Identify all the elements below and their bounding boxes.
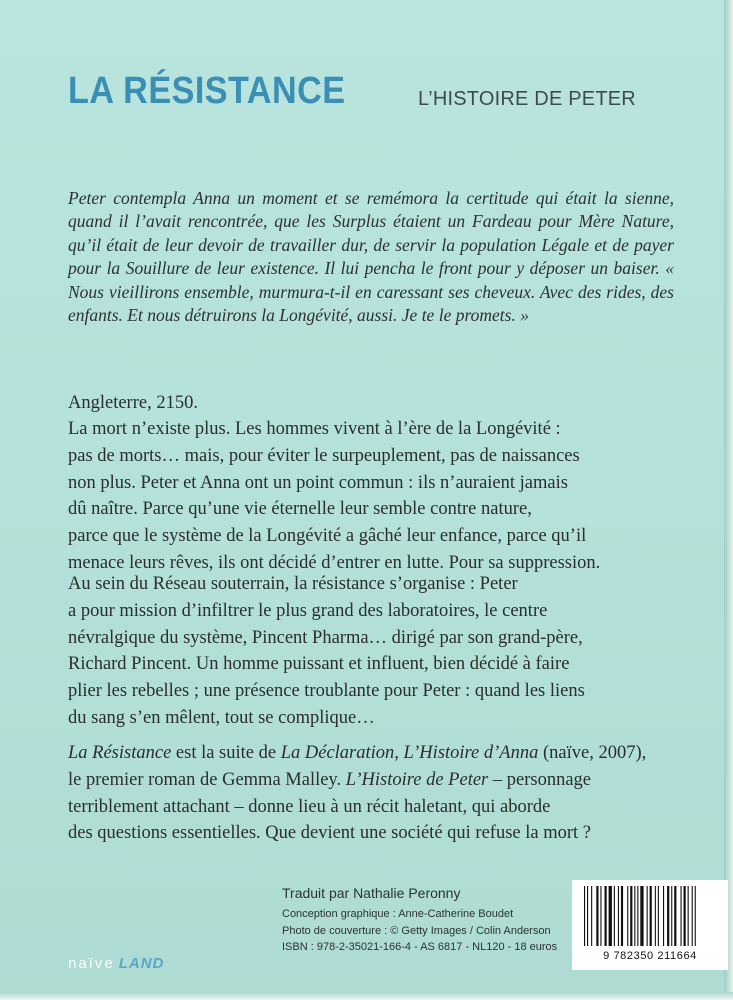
barcode-bar bbox=[634, 886, 635, 946]
barcode-bar bbox=[684, 886, 686, 946]
publisher-name: naïve bbox=[68, 955, 115, 972]
barcode-bar bbox=[609, 886, 612, 946]
barcode-bar bbox=[692, 886, 693, 946]
barcode-bar bbox=[596, 886, 598, 946]
book-subtitle: L’HISTOIRE DE PETER bbox=[418, 88, 636, 110]
design-credit: Conception graphique : Anne-Catherine Boudet bbox=[282, 908, 514, 920]
barcode-bar bbox=[630, 886, 632, 946]
summary-line: du sang s’en mêlent, tout se complique… bbox=[68, 707, 375, 728]
barcode-bar bbox=[695, 886, 696, 946]
barcode-bar bbox=[587, 886, 588, 946]
summary-line: dû naître. Parce qu’une vie éternelle leur semble contre nature, bbox=[68, 499, 532, 520]
barcode-bar bbox=[614, 886, 615, 946]
about-text: est la suite de bbox=[171, 743, 281, 763]
barcode-bar bbox=[667, 886, 669, 946]
barcode-bar bbox=[605, 886, 607, 946]
barcode-bar bbox=[650, 886, 652, 946]
summary-line: non plus. Peter et Anna ont un point commun : ils n’auraient jamais bbox=[68, 472, 568, 493]
summary-line: Richard Pincent. Un homme puissant et influent, bien décidé à faire bbox=[68, 654, 570, 675]
summary-line: a pour mission d’infiltrer le plus grand des laboratoires, le centre bbox=[68, 600, 548, 621]
cover-bottom-edge bbox=[0, 992, 733, 1000]
barcode-bar bbox=[688, 886, 689, 946]
title-block bbox=[68, 70, 668, 120]
about-line: terriblement attachant – donne lieu à un récit haletant, qui aborde bbox=[68, 796, 551, 817]
title-reference: La Résistance bbox=[68, 743, 172, 763]
summary-line: La mort n’existe plus. Les hommes vivent à l’ère de la Longévité : bbox=[68, 419, 561, 439]
about-line bbox=[68, 767, 708, 794]
barcode-bar bbox=[637, 886, 638, 946]
summary-line: pas de morts… mais, pour éviter le surpeuplement, pas de naissances bbox=[68, 445, 580, 466]
barcode-bar bbox=[674, 886, 676, 946]
barcode-bar bbox=[591, 886, 592, 946]
imprint-name: LAND bbox=[118, 955, 165, 972]
translator-credit: Traduit par Nathalie Peronny bbox=[282, 885, 461, 901]
barcode-bar bbox=[655, 886, 656, 946]
credits-block bbox=[282, 885, 562, 956]
summary-line: Au sein du Réseau souterrain, la résistance s’organise : Peter bbox=[68, 574, 518, 594]
barcode-bar bbox=[647, 886, 648, 946]
barcode-bar bbox=[671, 886, 672, 946]
publisher-logo bbox=[68, 955, 164, 972]
summary-paragraph-1 bbox=[68, 416, 708, 577]
about-line: des questions essentielles. Que devient une société qui refuse la mort ? bbox=[68, 823, 591, 844]
summary-line: parce que le système de la Longévité a gâché leur enfance, parce qu’il bbox=[68, 526, 587, 547]
about-text: (naïve, 2007), bbox=[538, 743, 647, 763]
isbn-line: ISBN : 978-2-35021-166-4 - AS 6817 - NL120 - 18 euros bbox=[282, 941, 558, 953]
about-line bbox=[68, 740, 708, 767]
summary-line: menace leurs rêves, ils ont décidé d’entrer en lutte. Pour sa suppression. bbox=[68, 552, 601, 573]
barcode-number: 9 782350 211664 bbox=[603, 950, 697, 962]
summary-line: plier les rebelles ; une présence troublante pour Peter : quand les liens bbox=[68, 681, 585, 702]
barcode-bar bbox=[681, 886, 682, 946]
title-reference: La Déclaration, L’Histoire d’Anna bbox=[280, 743, 539, 763]
about-text: le premier roman de Gemma Malley. bbox=[68, 769, 346, 790]
barcode-bars bbox=[572, 880, 728, 950]
barcode-bar bbox=[621, 886, 623, 946]
excerpt-paragraph: Peter contempla Anna un moment et se remémora la certitude qui était la sienne, quand il l’avait rencontrée, que les Surplus étaient un Fardeau pour Mère Nature, qu’il était de leur devoir de travailler dur, de servir la population Légale et de payer pour la Souillure de leur existence. Il lui pencha le front pour y déposer un baiser. « Nous vieillirons ensemble, murmura-t-il en caressant ses cheveux. Avec des rides, des enfants. Et nous détruirons la Longévité, aussi. Je te le promets. » bbox=[68, 188, 674, 326]
summary-paragraph-2 bbox=[68, 571, 708, 732]
barcode-bar bbox=[618, 886, 619, 946]
barcode-bar bbox=[663, 886, 664, 946]
barcode bbox=[572, 880, 728, 970]
barcode-bar bbox=[640, 886, 643, 946]
photo-credit: Photo de couverture : © Getty Images / Colin Anderson bbox=[282, 924, 551, 937]
barcode-bar bbox=[658, 886, 659, 946]
book-title: LA RÉSISTANCE bbox=[68, 70, 346, 112]
barcode-bar bbox=[627, 886, 628, 946]
title-reference: L’Histoire de Peter bbox=[345, 769, 489, 790]
place-date: Angleterre, 2150. bbox=[68, 393, 198, 413]
barcode-bar bbox=[584, 886, 585, 946]
barcode-bar bbox=[600, 886, 601, 946]
summary-line: névralgique du système, Pincent Pharma… dirigé par son grand-père, bbox=[68, 627, 583, 648]
about-paragraph bbox=[68, 740, 708, 847]
cover-edge-shadow bbox=[724, 0, 733, 1000]
about-text: – personnage bbox=[488, 769, 591, 790]
